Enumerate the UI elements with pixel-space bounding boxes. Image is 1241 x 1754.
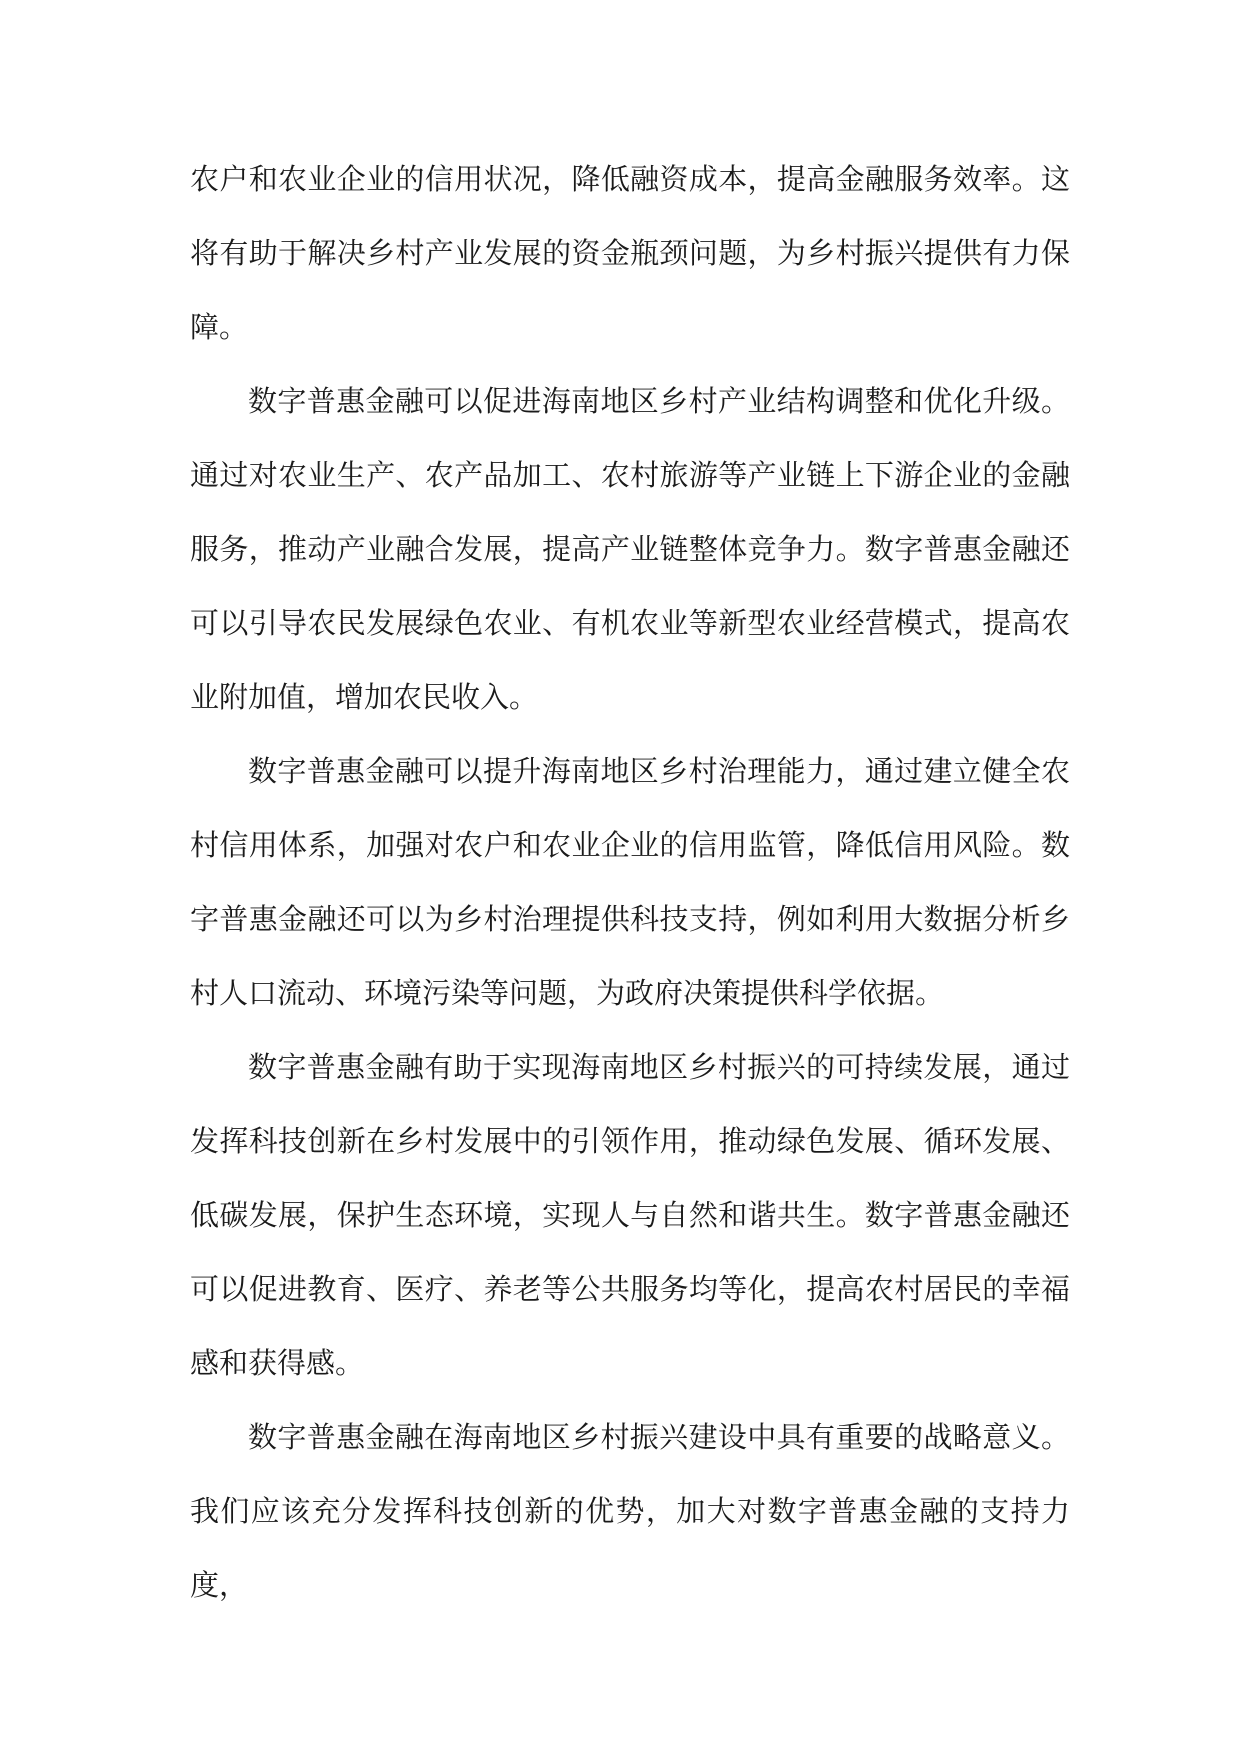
paragraph: 数字普惠金融有助于实现海南地区乡村振兴的可持续发展，通过发挥科技创新在乡村发展中的引领作用，推动绿色发展、循环发展、低碳发展，保护生态环境，实现人与自然和谐共生。数字普惠金融还可以促进教育、医疗、养老等公共服务均等化，提高农村居民的幸福感和获得感。 [190, 1050, 1070, 1380]
paragraph-continuation: 农户和农业企业的信用状况，降低融资成本，提高金融服务效率。这将有助于解决乡村产业发展的资金瓶颈问题，为乡村振兴提供有力保障。 [190, 162, 1070, 344]
document-body [190, 142, 1070, 1622]
paragraph: 数字普惠金融可以提升海南地区乡村治理能力，通过建立健全农村信用体系，加强对农户和农业企业的信用监管，降低信用风险。数字普惠金融还可以为乡村治理提供科技支持，例如利用大数据分析乡村人口流动、环境污染等问题，为政府决策提供科学依据。 [190, 754, 1070, 1010]
paragraph: 数字普惠金融可以促进海南地区乡村产业结构调整和优化升级。通过对农业生产、农产品加工、农村旅游等产业链上下游企业的金融服务，推动产业融合发展，提高产业链整体竞争力。数字普惠金融还可以引导农民发展绿色农业、有机农业等新型农业经营模式，提高农业附加值，增加农民收入。 [190, 384, 1070, 714]
paragraph: 数字普惠金融在海南地区乡村振兴建设中具有重要的战略意义。我们应该充分发挥科技创新的优势，加大对数字普惠金融的支持力度， [190, 1420, 1070, 1602]
